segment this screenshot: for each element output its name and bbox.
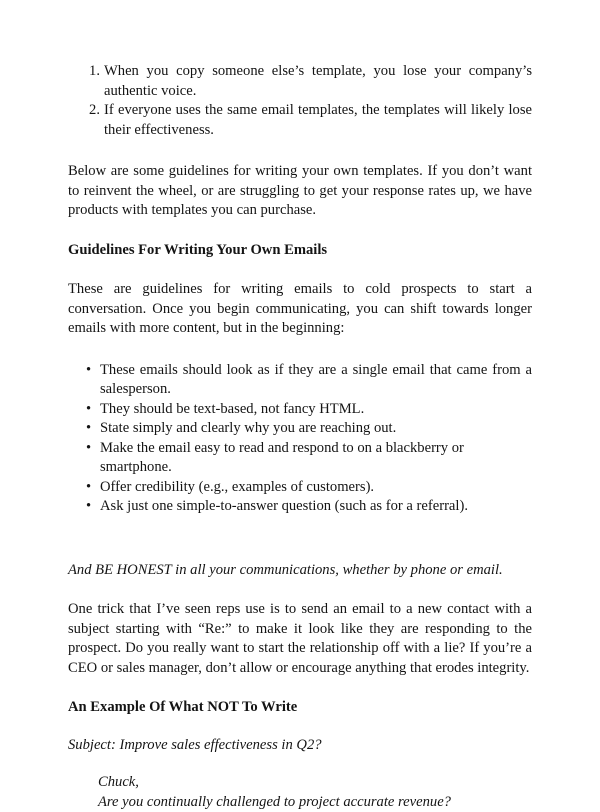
- spacer: [68, 140, 532, 162]
- spacer: [68, 580, 532, 600]
- guidelines-heading: Guidelines For Writing Your Own Emails: [68, 241, 532, 261]
- spacer: [68, 678, 532, 698]
- example-heading: An Example Of What NOT To Write: [68, 698, 532, 718]
- spacer: [68, 755, 532, 773]
- list-item: • Ask just one simple-to-answer question (such as for a referral).: [100, 497, 532, 517]
- numbered-list: [68, 62, 532, 140]
- list-item: • State simply and clearly why you are reaching out.: [100, 419, 532, 439]
- example-email-body: [68, 773, 532, 812]
- example-subject-line: Subject: Improve sales effectiveness in Q2?: [68, 736, 532, 756]
- list-item: • These emails should look as if they are a single email that came from a salesperson.: [100, 361, 532, 400]
- honesty-statement: And BE HONEST in all your communications, whether by phone or email.: [68, 561, 532, 581]
- trick-paragraph: One trick that I’ve seen reps use is to send an email to a new contact with a subject starting with “Re:” to make it look like they are responding to the prospect. Do you really want to start the relationship off with a lie? If you’re a CEO or sales manager, don’t allow or encourage anything that erodes integrity.: [68, 600, 532, 678]
- list-item: • They should be text-based, not fancy HTML.: [100, 400, 532, 420]
- intro-paragraph: Below are some guidelines for writing your own templates. If you don’t want to reinvent the wheel, or are struggling to get your response rates up, we have products with templates you can purchase.: [68, 162, 532, 221]
- spacer: [68, 718, 532, 736]
- list-item: • Offer credibility (e.g., examples of customers).: [100, 478, 532, 498]
- spacer: [68, 339, 532, 361]
- list-item: • Make the email easy to read and respond to on a blackberry or smartphone.: [100, 439, 532, 478]
- spacer: [68, 517, 532, 561]
- email-greeting: Chuck,: [98, 773, 532, 793]
- email-line-1: Are you continually challenged to project accurate revenue?: [98, 793, 532, 812]
- list-item: When you copy someone else’s template, you lose your company’s authentic voice.: [104, 62, 532, 101]
- page-content: [68, 62, 532, 812]
- guidelines-paragraph: These are guidelines for writing emails to cold prospects to start a conversation. Once you begin communicating, you can shift towards longer emails with more content, but in the beginning:: [68, 280, 532, 339]
- spacer: [68, 260, 532, 280]
- guidelines-bullet-list: [68, 361, 532, 517]
- spacer: [68, 221, 532, 241]
- list-item: If everyone uses the same email templates, the templates will likely lose their effectiveness.: [104, 101, 532, 140]
